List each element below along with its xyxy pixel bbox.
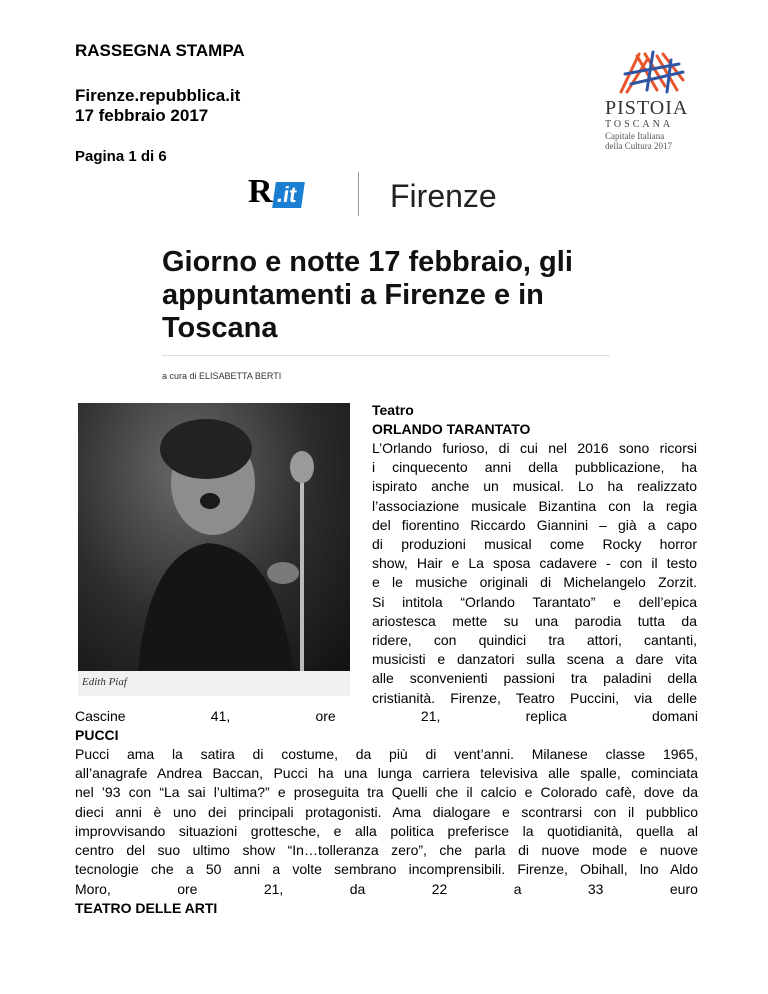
text-line: ariostesca mette su una parodia tutta da: [372, 612, 697, 629]
tail-word: a: [513, 881, 522, 897]
tail-word: 41,: [210, 708, 231, 724]
tail-word: 22: [431, 881, 448, 897]
tail-word: domani: [652, 708, 698, 724]
text-line: alle sconvenienti passioni tra paladini della: [372, 670, 697, 687]
tail-word: Cascine: [75, 708, 126, 724]
text-line: improvvisando situazioni grottesche, e alla politica preferisce la quotidianità, quella al: [75, 822, 698, 839]
photo-caption: Edith Piaf: [82, 676, 127, 688]
source-site: Firenze.repubblica.it: [75, 86, 241, 105]
article-photo: [78, 403, 350, 696]
page-indicator: Pagina 1 di 6: [75, 148, 167, 165]
text-line: e le musiche originali di Michelangelo Zorzit.: [372, 574, 697, 591]
singer-silhouette-icon: [78, 403, 350, 671]
tail-word: euro: [669, 881, 698, 897]
press-review-title: RASSEGNA STAMPA: [75, 41, 245, 60]
press-date: 17 febbraio 2017: [75, 106, 209, 125]
logo-r: R: [248, 173, 273, 210]
text-line: tecnologie che a 50 anni a volte sembrano incomprensibili. Firenze, Obihall, lno Aldo: [75, 861, 698, 878]
pistoia-capital-logo: [605, 50, 700, 151]
masthead-city: Firenze: [390, 178, 497, 214]
event-body-pucci: [75, 745, 698, 879]
tail-word: da: [349, 881, 366, 897]
text-line: musicisti e danzatori sulla scena a dare vita: [372, 651, 697, 668]
event-tail-orlando: [75, 707, 698, 726]
tail-word: Moro,: [75, 881, 111, 897]
article-headline: Giorno e notte 17 febbraio, gli appuntamenti a Firenze e in Toscana: [162, 246, 573, 344]
headline-divider: [162, 355, 610, 356]
tail-word: ore: [177, 881, 198, 897]
byline: a cura di ELISABETTA BERTI: [162, 371, 282, 381]
text-line: Pucci ama la satira di costume, da più di vent’anni. Milanese classe 1965,: [75, 746, 698, 762]
event-body-orlando: [372, 439, 697, 708]
tail-word: replica: [525, 708, 567, 724]
text-line: l’associazione musicale Bizantina con la regia: [372, 497, 697, 514]
logo-region: TOSCANA: [605, 119, 674, 130]
event-title-teatro-arti: TEATRO DELLE ARTI: [75, 900, 218, 916]
logo-subtitle-1: Capitale Italiana: [605, 131, 665, 141]
text-line: ispirato anche un musical. Lo ha realizzato: [372, 478, 697, 495]
section-label: Teatro: [372, 402, 414, 418]
logo-it: .it: [272, 182, 304, 208]
event-tail-pucci: [75, 880, 698, 899]
edith-piaf-image: [78, 403, 350, 671]
logo-subtitle-2: della Cultura 2017: [605, 141, 672, 151]
text-line: di produzioni musical come Rocky horror: [372, 536, 697, 553]
event-title-pucci: PUCCI: [75, 727, 119, 743]
text-line: ridere, con quindici tra attori, cantanti,: [372, 632, 697, 649]
text-line: L’Orlando furioso, di cui nel 2016 sono ricorsi: [372, 440, 697, 456]
text-line: Si intitola “Orlando Tarantato” e dell’epica: [372, 593, 697, 610]
text-line: nel ’93 con “La sai l’ultima?” e proseguita tra Quelli che il calcio e Colorado cafè, dove da: [75, 784, 698, 801]
text-line: cristianità. Firenze, Teatro Puccini, via delle: [372, 689, 697, 706]
tail-word: 21,: [263, 881, 284, 897]
text-line: show, Hair e La sposa cadavere - con il testo: [372, 555, 697, 572]
text-line: centro del suo ultimo show “In…tolleranza zero”, che parla di nuove mode e nuove: [75, 842, 698, 859]
text-line: i cinquecento anni della pubblicazione, ha: [372, 459, 697, 476]
tail-word: 21,: [420, 708, 441, 724]
tail-word: ore: [315, 708, 336, 724]
text-line: del fiorentino Riccardo Giannini – già a capo: [372, 516, 697, 533]
logo-name: PISTOIA: [605, 97, 689, 119]
text-line: dieci anni è uno dei principali protagonisti. Ama dialogare e scontrarsi con il pubblico: [75, 803, 698, 820]
pistoia-mark-icon: [617, 50, 687, 95]
text-line: all’anagrafe Andrea Baccan, Pucci ha una lunga carriera televisiva alle spalle, cominciata: [75, 765, 698, 782]
tail-word: 33: [587, 881, 604, 897]
event-title-orlando: ORLANDO TARANTATO: [372, 421, 531, 437]
repubblica-logo: [248, 173, 302, 210]
masthead-divider: [358, 172, 359, 216]
